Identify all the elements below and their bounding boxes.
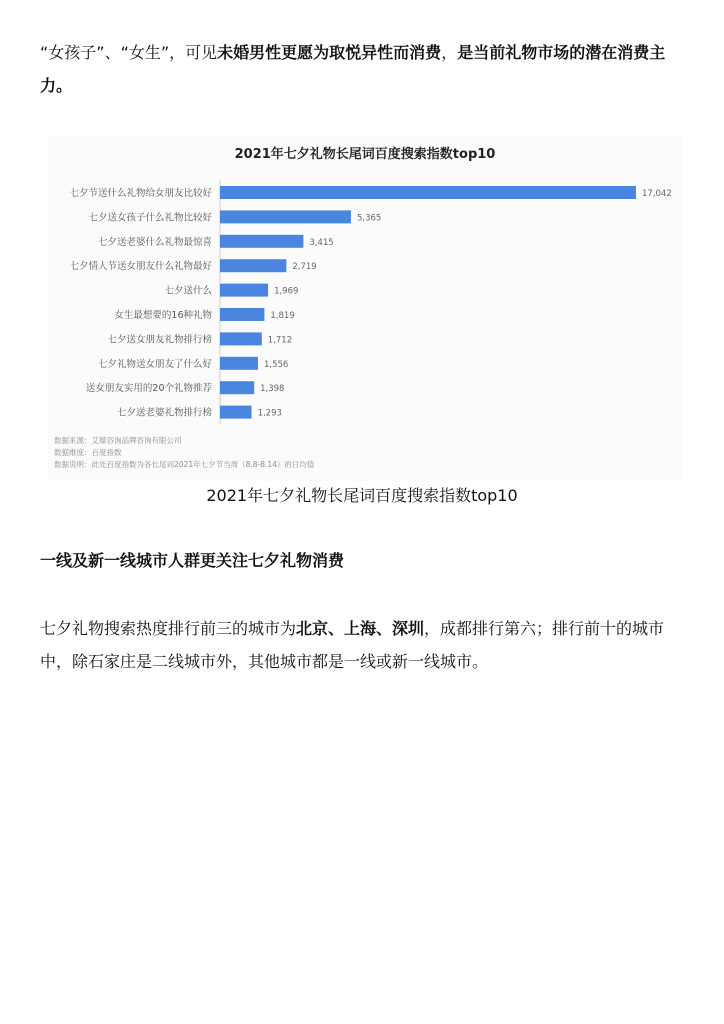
category-label: 七夕节送什么礼物给女朋友比较好: [69, 188, 212, 199]
bar: [220, 357, 258, 370]
bar: [220, 381, 254, 394]
category-label: 送女朋友实用的20个礼物推荐: [85, 383, 212, 395]
chart-note: 数据维度：百度指数: [54, 448, 122, 457]
bar: [220, 332, 262, 345]
bar: [220, 284, 268, 297]
intro-text-1: “女孩子”、“女生”，可见: [40, 43, 218, 62]
chart-figure: [48, 136, 682, 481]
value-label: 1,556: [263, 359, 289, 370]
value-label: 1,293: [257, 408, 282, 419]
bar: [220, 186, 636, 199]
intro-text-2: ，: [441, 43, 458, 62]
figure-caption: 2021年七夕礼物长尾词百度搜索指数top10: [206, 486, 518, 505]
section-heading: 一线及新一线城市人群更关注七夕礼物消费: [40, 551, 345, 570]
bar: [220, 308, 264, 321]
chart-note: 数据来源：艾媒咨询品牌咨询有限公司: [54, 436, 182, 445]
body-paragraph: [40, 612, 690, 678]
value-label: 1,712: [267, 335, 293, 346]
intro-bold-2: 是当前礼物市场的潜在消费主力。: [40, 43, 666, 95]
bar: [220, 235, 303, 248]
value-label: 1,969: [274, 286, 299, 297]
bar: [220, 406, 252, 419]
chart-note: 数据说明：此处百度指数为各长尾词2021年七夕节当周（8.8-8.14）的日均值: [54, 460, 315, 469]
body-text-2: ，成都排行第六；排行前十的城市中，除石家庄是二线城市外，其他城市都是一线或新一线城市。: [40, 619, 665, 671]
value-label: 17,042: [642, 189, 672, 199]
chart-title: 2021年七夕礼物长尾词百度搜索指数top10: [234, 147, 496, 162]
category-label: 七夕情人节送女朋友什么礼物最好: [69, 261, 212, 273]
category-label: 七夕送什么: [164, 285, 212, 297]
category-label: 七夕送女朋友礼物排行榜: [107, 334, 212, 346]
category-label: 七夕送老婆什么礼物最惊喜: [97, 236, 212, 248]
bar-chart: [48, 136, 682, 481]
category-label: 七夕送女孩子什么礼物比较好: [88, 212, 212, 224]
value-label: 2,719: [292, 262, 317, 273]
body-text-1: 七夕礼物搜索热度排行前三的城市为: [40, 619, 297, 638]
value-label: 1,398: [260, 384, 285, 395]
category-label: 七夕礼物送女朋友了什么好: [97, 358, 212, 370]
intro-paragraph: [40, 36, 690, 102]
category-label: 七夕送老婆礼物排行榜: [116, 407, 212, 419]
category-label: 女生最想要的16种礼物: [114, 310, 212, 321]
body-bold-cities: 北京、上海、深圳: [296, 619, 425, 638]
value-label: 5,365: [356, 213, 382, 224]
intro-bold-1: 未婚男性更愿为取悦异性而消费: [217, 43, 442, 62]
bar: [220, 259, 286, 272]
value-label: 1,819: [270, 311, 295, 321]
bar: [220, 210, 351, 223]
value-label: 3,415: [309, 237, 334, 248]
